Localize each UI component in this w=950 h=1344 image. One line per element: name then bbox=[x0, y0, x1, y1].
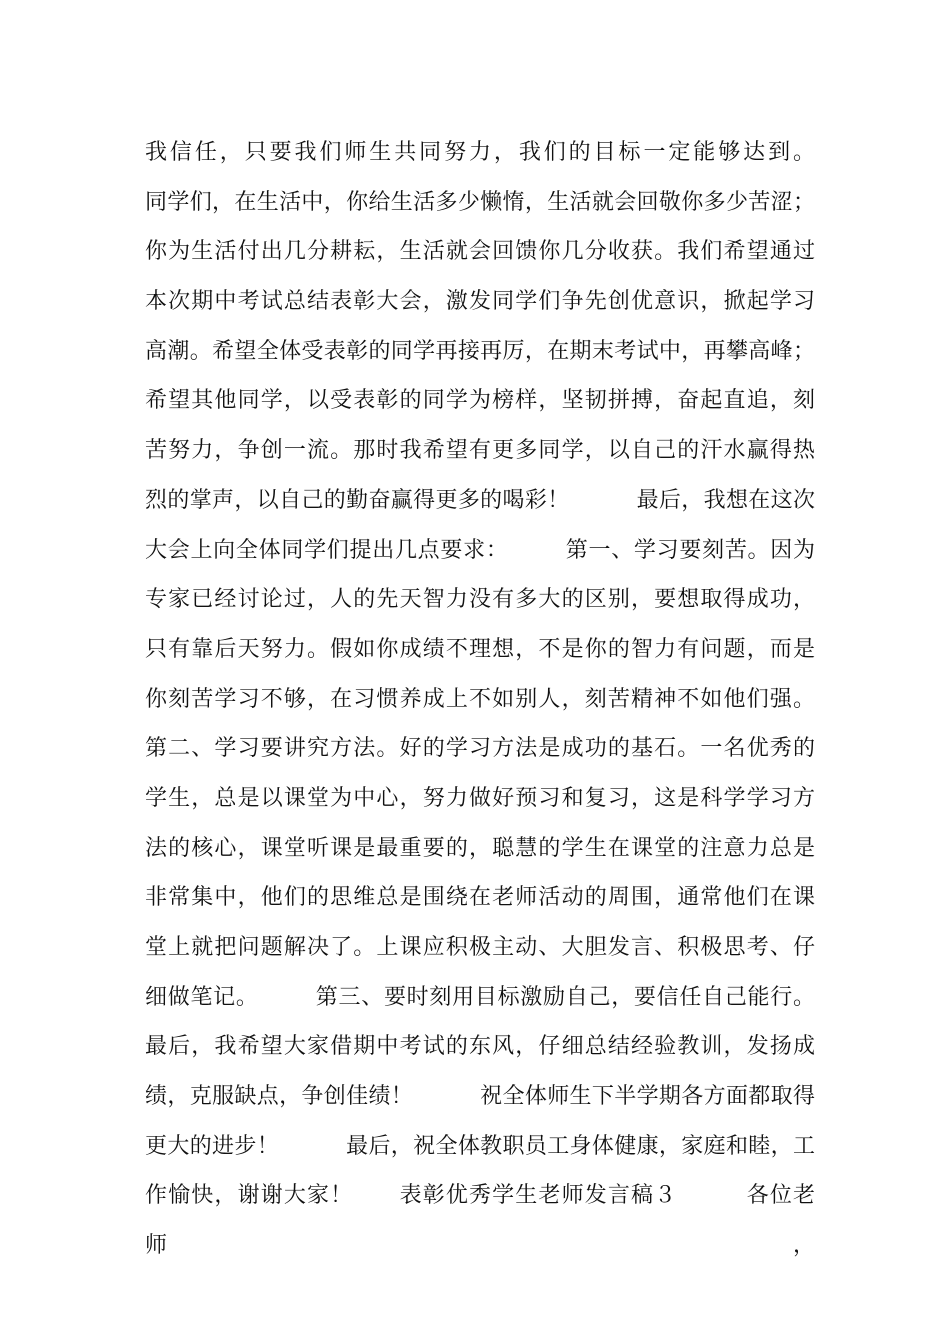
text-line: 绩，克服缺点，争创佳绩！ 祝全体师生下半学期各方面都取得 bbox=[145, 1084, 815, 1110]
text-line: 高潮。希望全体受表彰的同学再接再厉，在期末考试中，再攀高峰； bbox=[145, 338, 815, 364]
text-line: 专家已经讨论过，人的先天智力没有多大的区别，要想取得成功， bbox=[145, 587, 815, 613]
text-line: 你为生活付出几分耕耘，生活就会回馈你几分收获。我们希望通过 bbox=[145, 239, 815, 265]
text-line: 我信任，只要我们师生共同努力，我们的目标一定能够达到。 bbox=[145, 140, 815, 165]
text-line: 你刻苦学习不够，在习惯养成上不如别人，刻苦精神不如他们强。 bbox=[145, 686, 815, 712]
text-line: 细做笔记。 第三、要时刻用目标激励自己，要信任自己能行。 bbox=[145, 984, 815, 1010]
text-line: 更大的进步！ 最后，祝全体教职员工身体健康，家庭和睦，工 bbox=[145, 1133, 815, 1159]
text-line: 苦努力，争创一流。那时我希望有更多同学，以自己的汗水赢得热 bbox=[145, 438, 815, 464]
text-line: 非常集中，他们的思维总是围绕在老师活动的周围，通常他们在课 bbox=[145, 885, 815, 911]
text-line: 堂上就把问题解决了。上课应积极主动、大胆发言、积极思考、仔 bbox=[145, 935, 815, 960]
text-line: 学生，总是以课堂为中心，努力做好预习和复习，这是科学学习方 bbox=[145, 785, 815, 811]
text-line: 同学们，在生活中，你给生活多少懒惰，生活就会回敬你多少苦涩； bbox=[145, 189, 815, 215]
text-line: 本次期中考试总结表彰大会，激发同学们争先创优意识，掀起学习 bbox=[145, 289, 815, 315]
text-line: 大会上向全体同学们提出几点要求： 第一、学习要刻苦。因为 bbox=[145, 537, 815, 563]
text-line: 烈的掌声，以自己的勤奋赢得更多的喝彩！ 最后，我想在这次 bbox=[145, 487, 815, 513]
text-line: 希望其他同学，以受表彰的同学为榜样，坚韧拼搏，奋起直追，刻 bbox=[145, 388, 815, 414]
body-text bbox=[145, 128, 815, 1259]
text-line: 第二、学习要讲究方法。好的学习方法是成功的基石。一名优秀的 bbox=[145, 736, 815, 762]
text-line: 作愉快，谢谢大家！ 表彰优秀学生老师发言稿３ 各位老师， bbox=[145, 1183, 815, 1259]
text-line: 最后，我希望大家借期中考试的东风，仔细总结经验教训，发扬成 bbox=[145, 1034, 815, 1060]
text-line: 法的核心，课堂听课是最重要的，聪慧的学生在课堂的注意力总是 bbox=[145, 835, 815, 861]
text-line: 只有靠后天努力。假如你成绩不理想，不是你的智力有问题，而是 bbox=[145, 636, 815, 662]
